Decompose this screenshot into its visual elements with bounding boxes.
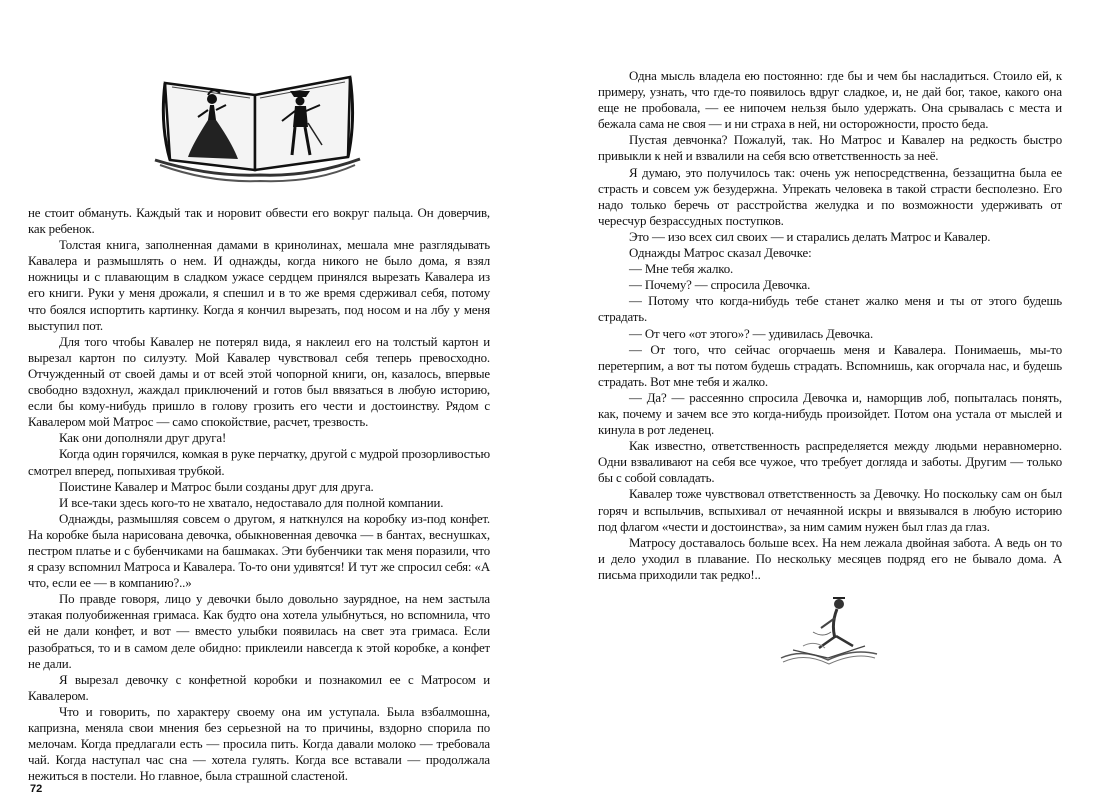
paragraph: Толстая книга, заполненная дамами в кринолинах, мешала мне разглядывать Кавалера и размышлять о нем. И однажды, когда никого не было дома, я взял ножницы и с плавающим в сладком ужасе сердцем принялся вырезать Кавалера из его книги. Руки у меня дрожали, я спешил и в то же время сдерживал себя, потому что боялся испортить картинку. Когда я кончил вырезать, под носом и на лбу у меня выступил пот. (28, 238, 490, 333)
dialogue-line: — От чего «от этого»? — удивилась Девочка. (629, 326, 874, 341)
paragraph: Кавалер тоже чувствовал ответственность за Девочку. Но поскольку сам он был горяч и вспыльчив, вспыхивал от нечаянной искры и ввязывался в любую историю под флагом «чести и достоинства», за ним самим нужен был глаз да глаз. (598, 487, 1062, 534)
open-book-illustration (150, 65, 365, 185)
dialogue-line: — Почему? — спросила Девочка. (629, 278, 811, 293)
paragraph: Как они дополняли друг друга! (59, 431, 227, 446)
paragraph: Поистине Кавалер и Матрос были созданы друг для друга. (59, 479, 374, 494)
dialogue-line: — Потому что когда-нибудь тебе станет жалко меня и ты от этого будешь страдать. (598, 294, 1062, 325)
paragraph: Однажды Матрос сказал Девочке: (629, 246, 812, 261)
dialogue-line: — Да? — рассеянно спросила Девочка и, наморщив лоб, попыталась понять, как, почему и зачем все это когда-нибудь произойдет. Потом она устала от мыслей и кинула в рот леденец. (598, 390, 1062, 438)
paragraph: По правде говоря, лицо у девочки было довольно заурядное, на нем застыла этакая полуобиженная гримаса. Как будто она хотела улыбнуться, но вспомнила, что ей не дали конфет, и вот — вместо улыбки появилась на свет эта гримаса. Если разобраться, то и в самом деле обидно: приклеили навсегда к этой коробке, а конфет не дали. (28, 592, 490, 671)
left-column-text (28, 205, 490, 784)
paragraph: Пустая девчонка? Пожалуй, так. Но Матрос и Кавалер на редкость быстро привыкли к ней и взвалили на себя всю ответственность за неё. (598, 133, 1062, 164)
page-number: 72 (30, 783, 43, 795)
paragraph: Матросу доставалось больше всех. На нем лежала двойная забота. А ведь он то и дело уходил в плавание. По нескольку месяцев подряд его не бывало дома. А письма приходили так редко!.. (598, 535, 1062, 582)
paragraph: Как известно, ответственность распределяется между людьми неравномерно. Одни взваливают на себя все чужое, что требует догляда и заботы. Другим — только бы с собой совладать. (598, 439, 1062, 486)
dialogue-line: — Мне тебя жалко. (629, 262, 734, 277)
dialogue-line: — От того, что сейчас огорчаешь меня и Кавалера. Понимаешь, мы-то перетерпим, а вот ты потом будешь страдать. Вспомнишь, как огорчала нас, и будешь страдать. Вот мне тебя и жалко. (598, 342, 1062, 389)
paragraph: Я думаю, это получилось так: очень уж непосредственна, беззащитна была ее страсть и совсем уж безудержна. Упрекать человека в такой страсти бесполезно. Его надо только беречь от расстройства желудка и по возможности удерживать от чересчур безрассудных поступков. (598, 165, 1062, 228)
paragraph: Это — изо всех сил своих — и старались делать Матрос и Кавалер. (629, 229, 991, 244)
paragraph: Я вырезал девочку с конфетной коробки и познакомил ее с Матросом и Кавалером. (28, 672, 490, 703)
paragraph: Одна мысль владела ею постоянно: где бы и чем бы насладиться. Стоило ей, к примеру, узнать, что где-то появилось вдруг сладкое, и, не дай бог, такое, какого она еще не пробовала, — ее нипочем нельзя было удержать. Она срывалась с места и бежала сама не своя — и ни страха в ней, ни осторожности, просто беда. (598, 69, 1062, 132)
paragraph: Что и говорить, по характеру своему она им уступала. Была взбалмошна, капризна, меняла свои мнения без серьезной на то причины, вздорно спорила по мелочам. Когда предлагали есть — просила пить. Когда давали молоко — требовала чай. Когда наступал час сна — хотела гулять. Когда все вставали — продолжала нежиться в постели. Но главное, была страшной сластеной. (28, 704, 490, 784)
paragraph: Для того чтобы Кавалер не потерял вида, я наклеил его на толстый картон и вырезал картон по силуэту. Мой Кавалер чувствовал себя теперь превосходно. Отчужденный от своей дамы и от всей этой чопорной книги, он, казалось, впервые свободно вздохнул, жаждал приключений и готов был ввязаться в любую историю, если бы кому-нибудь пришло в голову грозить его чести и достоинству. Рядом с Кавалером мой Матрос — само спокойствие, расчет, трезвость. (28, 334, 490, 430)
paragraph: не стоит обмануть. Каждый так и норовит обвести его вокруг пальца. Он доверчив, как ребенок. (28, 206, 490, 237)
right-column-text (598, 68, 1062, 583)
paragraph: Однажды, размышляя совсем о другом, я наткнулся на коробку из-под конфет. На коробке была нарисована девочка, обыкновенная девочка — в бантах, веснушках, пестром платье и с бубенчиками на башмаках. Эти бубенчики так меня поразили, что я сразу вспомнил Матроса и Кавалера. То-то они удивятся! И тут же спросил себя: «А что, если ее — в компанию?..» (28, 511, 490, 591)
paragraph: И все-таки здесь кого-то не хватало, недоставало для полной компании. (59, 495, 444, 510)
sailor-with-book-illustration (773, 588, 885, 678)
paragraph: Когда один горячился, комкая в руке перчатку, другой с мудрой прозорливостью смотрел вперед, попыхивая трубкой. (28, 447, 490, 478)
